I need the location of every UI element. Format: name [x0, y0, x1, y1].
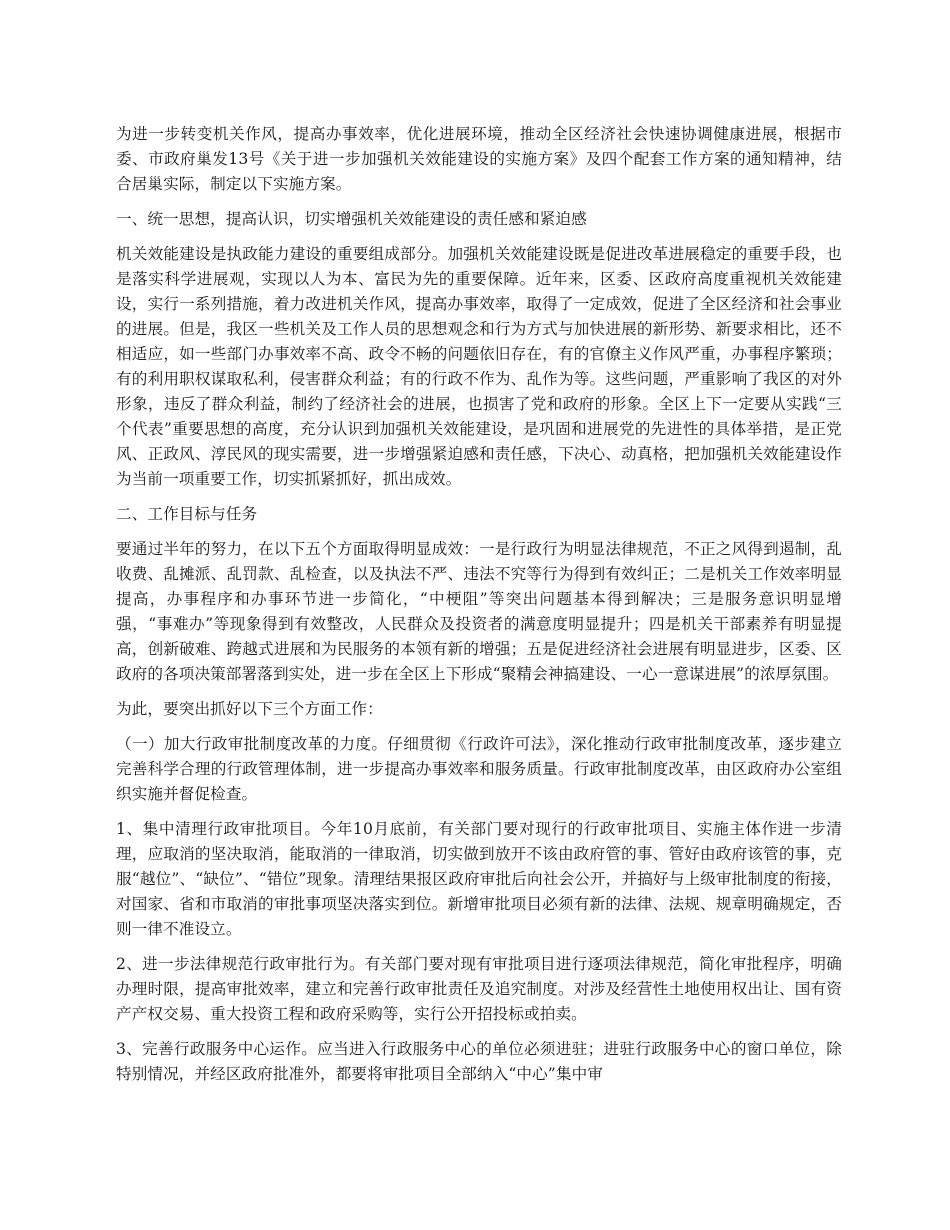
subsection-paragraph: （一）加大行政审批制度改革的力度。仔细贯彻《行政许可法》，深化推动行政审批制度改革，逐步建立完善科学合理的行政管理体制，进一步提高办事效率和服务质量。行政审批制度改革，由区政府办公室组织实施并督促检查。	[116, 735, 842, 803]
list-item-paragraph: 2、进一步法律规范行政审批行为。有关部门要对现有审批项目进行逐项法律规范，简化审批程序，明确办理时限，提高审批效率，建立和完善行政审批责任及追究制度。对涉及经营性土地使用权出让、国有资产产权交易、重大投资工程和政府采购等，实行公开招投标或拍卖。	[116, 955, 842, 1023]
intro-paragraph: 为进一步转变机关作风，提高办事效率，优化进展环境，推动全区经济社会快速协调健康进展，根据市委、市政府巢发13号《关于进一步加强机关效能建设的实施方案》及四个配套工作方案的通知精神，结合居巢实际，制定以下实施方案。	[116, 125, 842, 193]
body-paragraph: 为此，要突出抓好以下三个方面工作：	[116, 700, 383, 718]
document-body	[116, 122, 842, 1097]
list-item-paragraph: 3、完善行政服务中心运作。应当进入行政服务中心的单位必须进驻；进驻行政服务中心的窗口单位，除特别情况，并经区政府批准外，都要将审批项目全部纳入“中心”集中审	[116, 1040, 842, 1083]
list-item-paragraph: 1、集中清理行政审批项目。今年10月底前，有关部门要对现行的行政审批项目、实施主体作进一步清理，应取消的坚决取消，能取消的一律取消，切实做到放开不该由政府管的事、管好由政府该管的事，克服“越位”、“缺位”、“错位”现象。清理结果报区政府审批后向社会公开，并搞好与上级审批制度的衔接，对国家、省和市取消的审批事项坚决落实到位。新增审批项目必须有新的法律、法规、规章明确规定，否则一律不准设立。	[116, 820, 842, 938]
body-paragraph: 机关效能建设是执政能力建设的重要组成部分。加强机关效能建设既是促进改革进展稳定的重要手段，也是落实科学进展观，实现以人为本、富民为先的重要保障。近年来，区委、区政府高度重视机关效能建设，实行一系列措施，着力改进机关作风，提高办事效率，取得了一定成效，促进了全区经济和社会事业的进展。但是，我区一些机关及工作人员的思想观念和行为方式与加快进展的新形势、新要求相比，还不相适应，如一些部门办事效率不高、政令不畅的问题依旧存在，有的官僚主义作风严重，办事程序繁琐；有的利用职权谋取私利，侵害群众利益；有的行政不作为、乱作为等。这些问题，严重影响了我区的对外形象，违反了群众利益，制约了经济社会的进展，也损害了党和政府的形象。全区上下一定要从实践“三个代表”重要思想的高度，充分认识到加强机关效能建设，是巩固和进展党的先进性的具体举措，是正党风、正政风、淳民风的现实需要，进一步增强紧迫感和责任感，下决心、动真格，把加强机关效能建设作为当前一项重要工作，切实抓紧抓好，抓出成效。	[116, 245, 842, 488]
body-paragraph: 要通过半年的努力，在以下五个方面取得明显成效：一是行政行为明显法律规范，不正之风得到遏制，乱收费、乱摊派、乱罚款、乱检查，以及执法不严、违法不究等行为得到有效纠正；二是机关工作效率明显提高，办事程序和办事环节进一步简化，“中梗阻”等突出问题基本得到解决；三是服务意识明显增强，“事难办”等现象得到有效整改，人民群众及投资者的满意度明显提升；四是机关干部素养有明显提高，创新破难、跨越式进展和为民服务的本领有新的增强；五是促进经济社会进展有明显进步，区委、区政府的各项决策部署落到实处，进一步在全区上下形成“聚精会神搞建设、一心一意谋进展”的浓厚氛围。	[116, 540, 842, 683]
section-heading-2: 二、工作目标与任务	[116, 505, 258, 523]
section-heading-1: 一、统一思想，提高认识，切实增强机关效能建设的责任感和紧迫感	[116, 210, 587, 228]
